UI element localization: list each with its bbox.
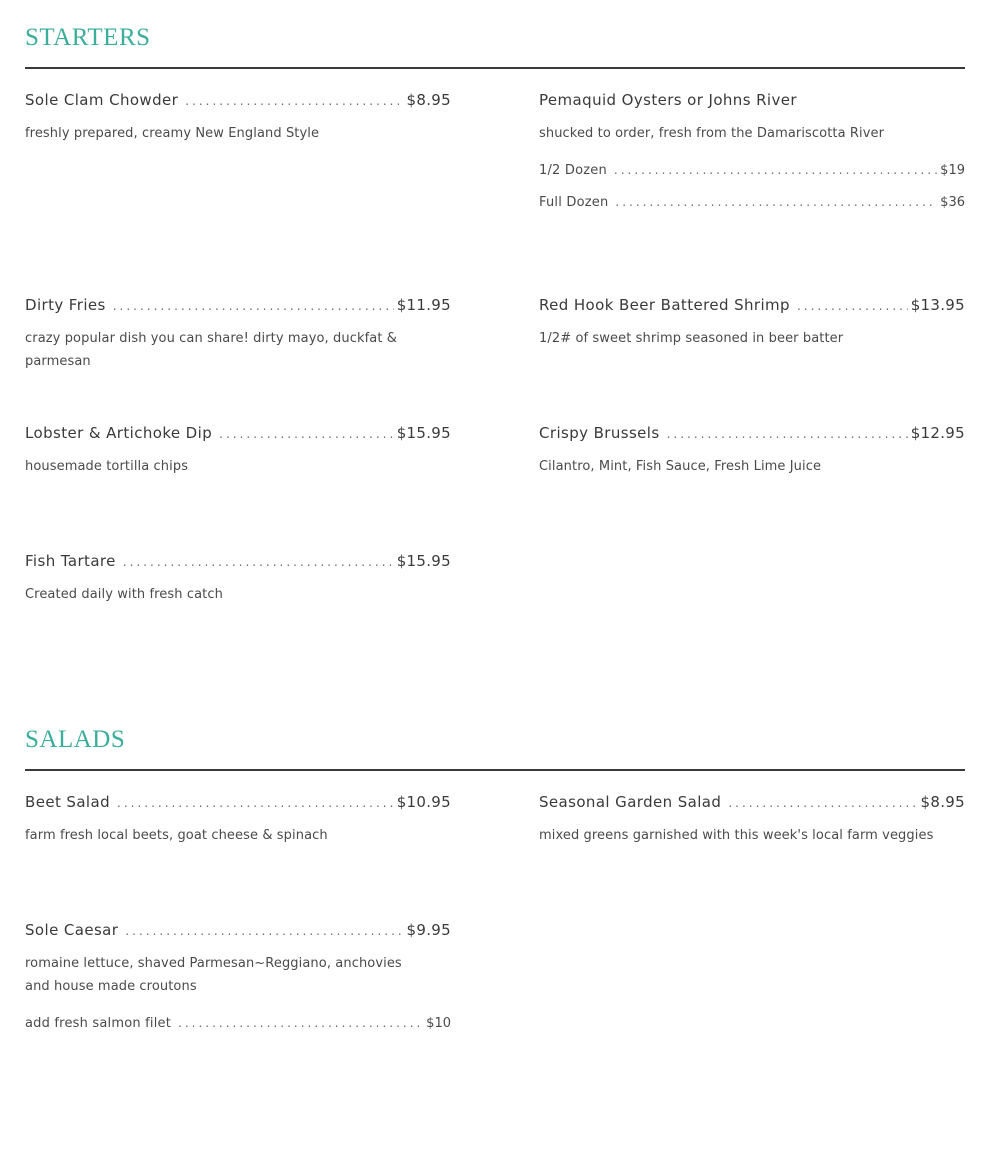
menu-item-lobster-artichoke-dip (25, 424, 451, 478)
option-name: 1/2 Dozen (539, 163, 607, 178)
item-price: $10.95 (396, 793, 451, 811)
item-name: Lobster & Artichoke Dip (25, 424, 213, 442)
menu-item-dirty-fries (25, 296, 451, 373)
item-price: $13.95 (910, 296, 965, 314)
item-price: $12.95 (910, 424, 965, 442)
option-add-salmon (25, 1016, 451, 1031)
item-name: Crispy Brussels (539, 424, 660, 442)
menu-item-crispy-brussels (539, 424, 965, 478)
option-name: Full Dozen (539, 195, 609, 210)
option-price: $19 (940, 163, 965, 178)
option-half-dozen (539, 163, 965, 178)
item-name: Sole Caesar (25, 921, 119, 939)
menu-item-sole-caesar (25, 921, 451, 1031)
salads-divider (25, 769, 965, 771)
item-description: freshly prepared, creamy New England Style (25, 126, 320, 141)
item-description: shucked to order, fresh from the Damariscotta River (539, 126, 885, 141)
dot-leader (615, 195, 937, 209)
item-description: farm fresh local beets, goat cheese & spinach (25, 828, 328, 843)
starters-divider (25, 67, 965, 69)
item-price: $15.95 (396, 424, 451, 442)
dot-leader (123, 555, 394, 569)
menu-item-fish-tartare (25, 552, 451, 606)
dot-leader (614, 163, 937, 177)
menu-item-red-hook-shrimp (539, 296, 965, 350)
menu-item-pemaquid-oysters (539, 91, 965, 210)
dot-leader (113, 299, 394, 313)
option-price: $36 (940, 195, 965, 210)
item-name: Dirty Fries (25, 296, 106, 314)
item-price: $11.95 (396, 296, 451, 314)
item-name: Red Hook Beer Battered Shrimp (539, 296, 790, 314)
item-name: Fish Tartare (25, 552, 116, 570)
menu-item-sole-clam-chowder (25, 91, 451, 145)
dot-leader (728, 796, 917, 810)
menu-item-seasonal-garden-salad (539, 793, 965, 847)
item-description: mixed greens garnished with this week's local farm veggies (539, 828, 934, 843)
item-description: Cilantro, Mint, Fish Sauce, Fresh Lime Juice (539, 459, 822, 474)
dot-leader (797, 299, 908, 313)
item-name: Sole Clam Chowder (25, 91, 179, 109)
starters-heading: STARTERS (25, 24, 151, 51)
option-full-dozen (539, 195, 965, 210)
item-price: $15.95 (396, 552, 451, 570)
menu-item-beet-salad (25, 793, 451, 847)
item-description: housemade tortilla chips (25, 459, 189, 474)
item-name: Beet Salad (25, 793, 110, 811)
item-description: 1/2# of sweet shrimp seasoned in beer batter (539, 331, 844, 346)
item-description: crazy popular dish you can share! dirty mayo, duckfat & parmesan (25, 331, 398, 369)
item-description: Created daily with fresh catch (25, 587, 223, 602)
dot-leader (219, 427, 394, 441)
item-name: Seasonal Garden Salad (539, 793, 722, 811)
salads-heading: SALADS (25, 726, 126, 753)
dot-leader (125, 924, 403, 938)
dot-leader (178, 1016, 423, 1030)
option-price: $10 (426, 1016, 451, 1031)
item-name: Pemaquid Oysters or Johns River (539, 91, 797, 109)
option-name: add fresh salmon filet (25, 1016, 172, 1031)
dot-leader (185, 94, 403, 108)
dot-leader (667, 427, 908, 441)
item-price: $9.95 (406, 921, 451, 939)
dot-leader (117, 796, 394, 810)
item-price: $8.95 (406, 91, 451, 109)
item-price: $8.95 (920, 793, 965, 811)
item-description: romaine lettuce, shaved Parmesan~Reggiano, anchovies and house made croutons (25, 956, 402, 994)
